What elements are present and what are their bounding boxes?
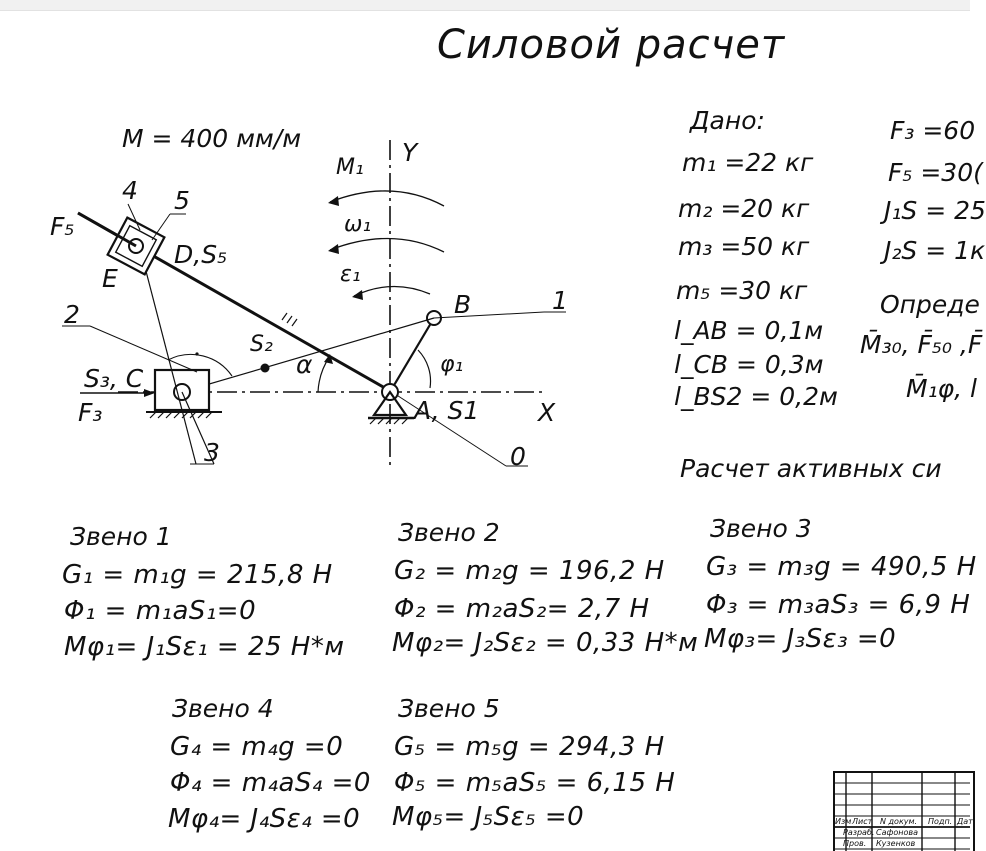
link-ce [140,248,196,464]
label-alpha: α [296,350,313,379]
label-epsilon: ε₁ [340,262,361,287]
epsilon-arc [354,286,430,296]
link-equation: Mφ₃= J₃Sε₃ =0 [704,624,897,654]
link-equation: Mφ₄= J₄Sε₄ =0 [168,804,361,834]
given-mass-1: m₁ =22 кг [682,148,814,177]
label-link-4: 4 [122,176,138,205]
label-joint-d: D,S₅ [174,240,228,269]
link-equation: G₃ = m₃g = 490,5 Н [706,552,977,582]
link-heading: Звено 5 [398,694,500,723]
link-equation: Mφ₅= J₅Sε₅ =0 [392,802,585,832]
given-mass-3: m₃ =50 кг [678,232,810,261]
label-link-0: 0 [510,442,526,471]
active-forces-heading: Расчет активных си [680,454,942,483]
link-equation: Φ₅ = m₅aS₅ = 6,15 Н [394,768,676,798]
link-equation: Φ₁ = m₁aS₁=0 [64,596,257,626]
leader-1 [434,312,544,318]
link-equation: Mφ₁= J₁Sε₁ = 25 Н*м [64,632,345,662]
title-block-header-doc: N докум. [880,817,918,826]
label-link-5: 5 [174,186,190,215]
label-x-axis: X [538,398,556,427]
phi-arc [418,350,431,388]
title-block-role: Пров. [843,839,867,848]
title-block-name: Кузенков [876,839,916,848]
determine-line-1: M̄₃₀, F̄₅₀ ,F̄ [860,330,983,359]
label-s2: S₂ [250,332,273,357]
link-heading: Звено 4 [172,694,274,723]
link-equation: Mφ₂= J₂Sε₂ = 0,33 Н*м [392,628,699,658]
link-equation: G₂ = m₂g = 196,2 Н [394,556,665,586]
given-length-bs2: l_BS2 = 0,2м [674,382,838,411]
scale-label: М = 400 мм/м [122,124,302,153]
determine-heading: Опреде [880,290,980,319]
given-heading: Дано: [690,106,765,135]
point-s2 [261,364,270,373]
label-link-3: 3 [204,438,220,467]
label-joint-a: A, S1 [414,396,480,425]
given-force-f3: F₃ =60 [890,116,976,145]
given-inertia-1s: J₁S = 25 [884,196,986,225]
link-equation: Φ₄ = m₄aS₄ =0 [170,768,371,798]
moment-arc [330,191,444,206]
title-block-name: Сафонова [876,828,918,837]
title-block-role: Разраб. [843,828,875,837]
link-equation: Φ₂ = m₂aS₂= 2,7 Н [394,594,650,624]
determine-line-2: M̄₁φ, l [906,374,977,403]
link-equation: Φ₃ = m₃aS₃ = 6,9 Н [706,590,971,620]
label-link-2: 2 [64,300,80,329]
rocker-hatch [282,313,297,326]
link-heading: Звено 2 [398,518,500,547]
link-equation: G₁ = m₁g = 215,8 Н [62,560,333,590]
label-link-1: 1 [552,286,568,315]
link-equation: G₅ = m₅g = 294,3 Н [394,732,665,762]
page-title: Силовой расчет [437,22,786,68]
title-block-header-list: Лист [852,817,873,826]
title-block-header-izm: Изм [835,817,852,826]
link-heading: Звено 3 [710,514,812,543]
label-phi: φ₁ [440,352,464,377]
label-force-f5: F₅ [50,212,75,241]
given-length-ab: l_AB = 0,1м [674,316,824,345]
title-block-header-date: Дат [957,817,973,826]
link-heading: Звено 1 [70,522,172,551]
given-inertia-2s: J₂S = 1к [884,236,986,265]
label-joint-e: E [102,264,118,293]
link-equation: G₄ = m₄g =0 [170,732,344,762]
label-joint-c: S₃, C [84,364,144,393]
label-joint-b: B [454,290,472,319]
given-force-f5: F₅ =30( [888,158,983,187]
label-omega: ω₁ [344,212,372,237]
label-y-axis: Y [402,138,418,167]
given-mass-2: m₂ =20 кг [678,194,810,223]
given-mass-5: m₅ =30 кг [676,276,808,305]
label-force-f3: F₃ [78,398,103,427]
given-length-cb: l_CB = 0,3м [674,350,824,379]
title-block-header-sign: Подп. [928,817,953,826]
label-moment: M₁ [336,155,364,180]
omega-arc [330,238,444,252]
